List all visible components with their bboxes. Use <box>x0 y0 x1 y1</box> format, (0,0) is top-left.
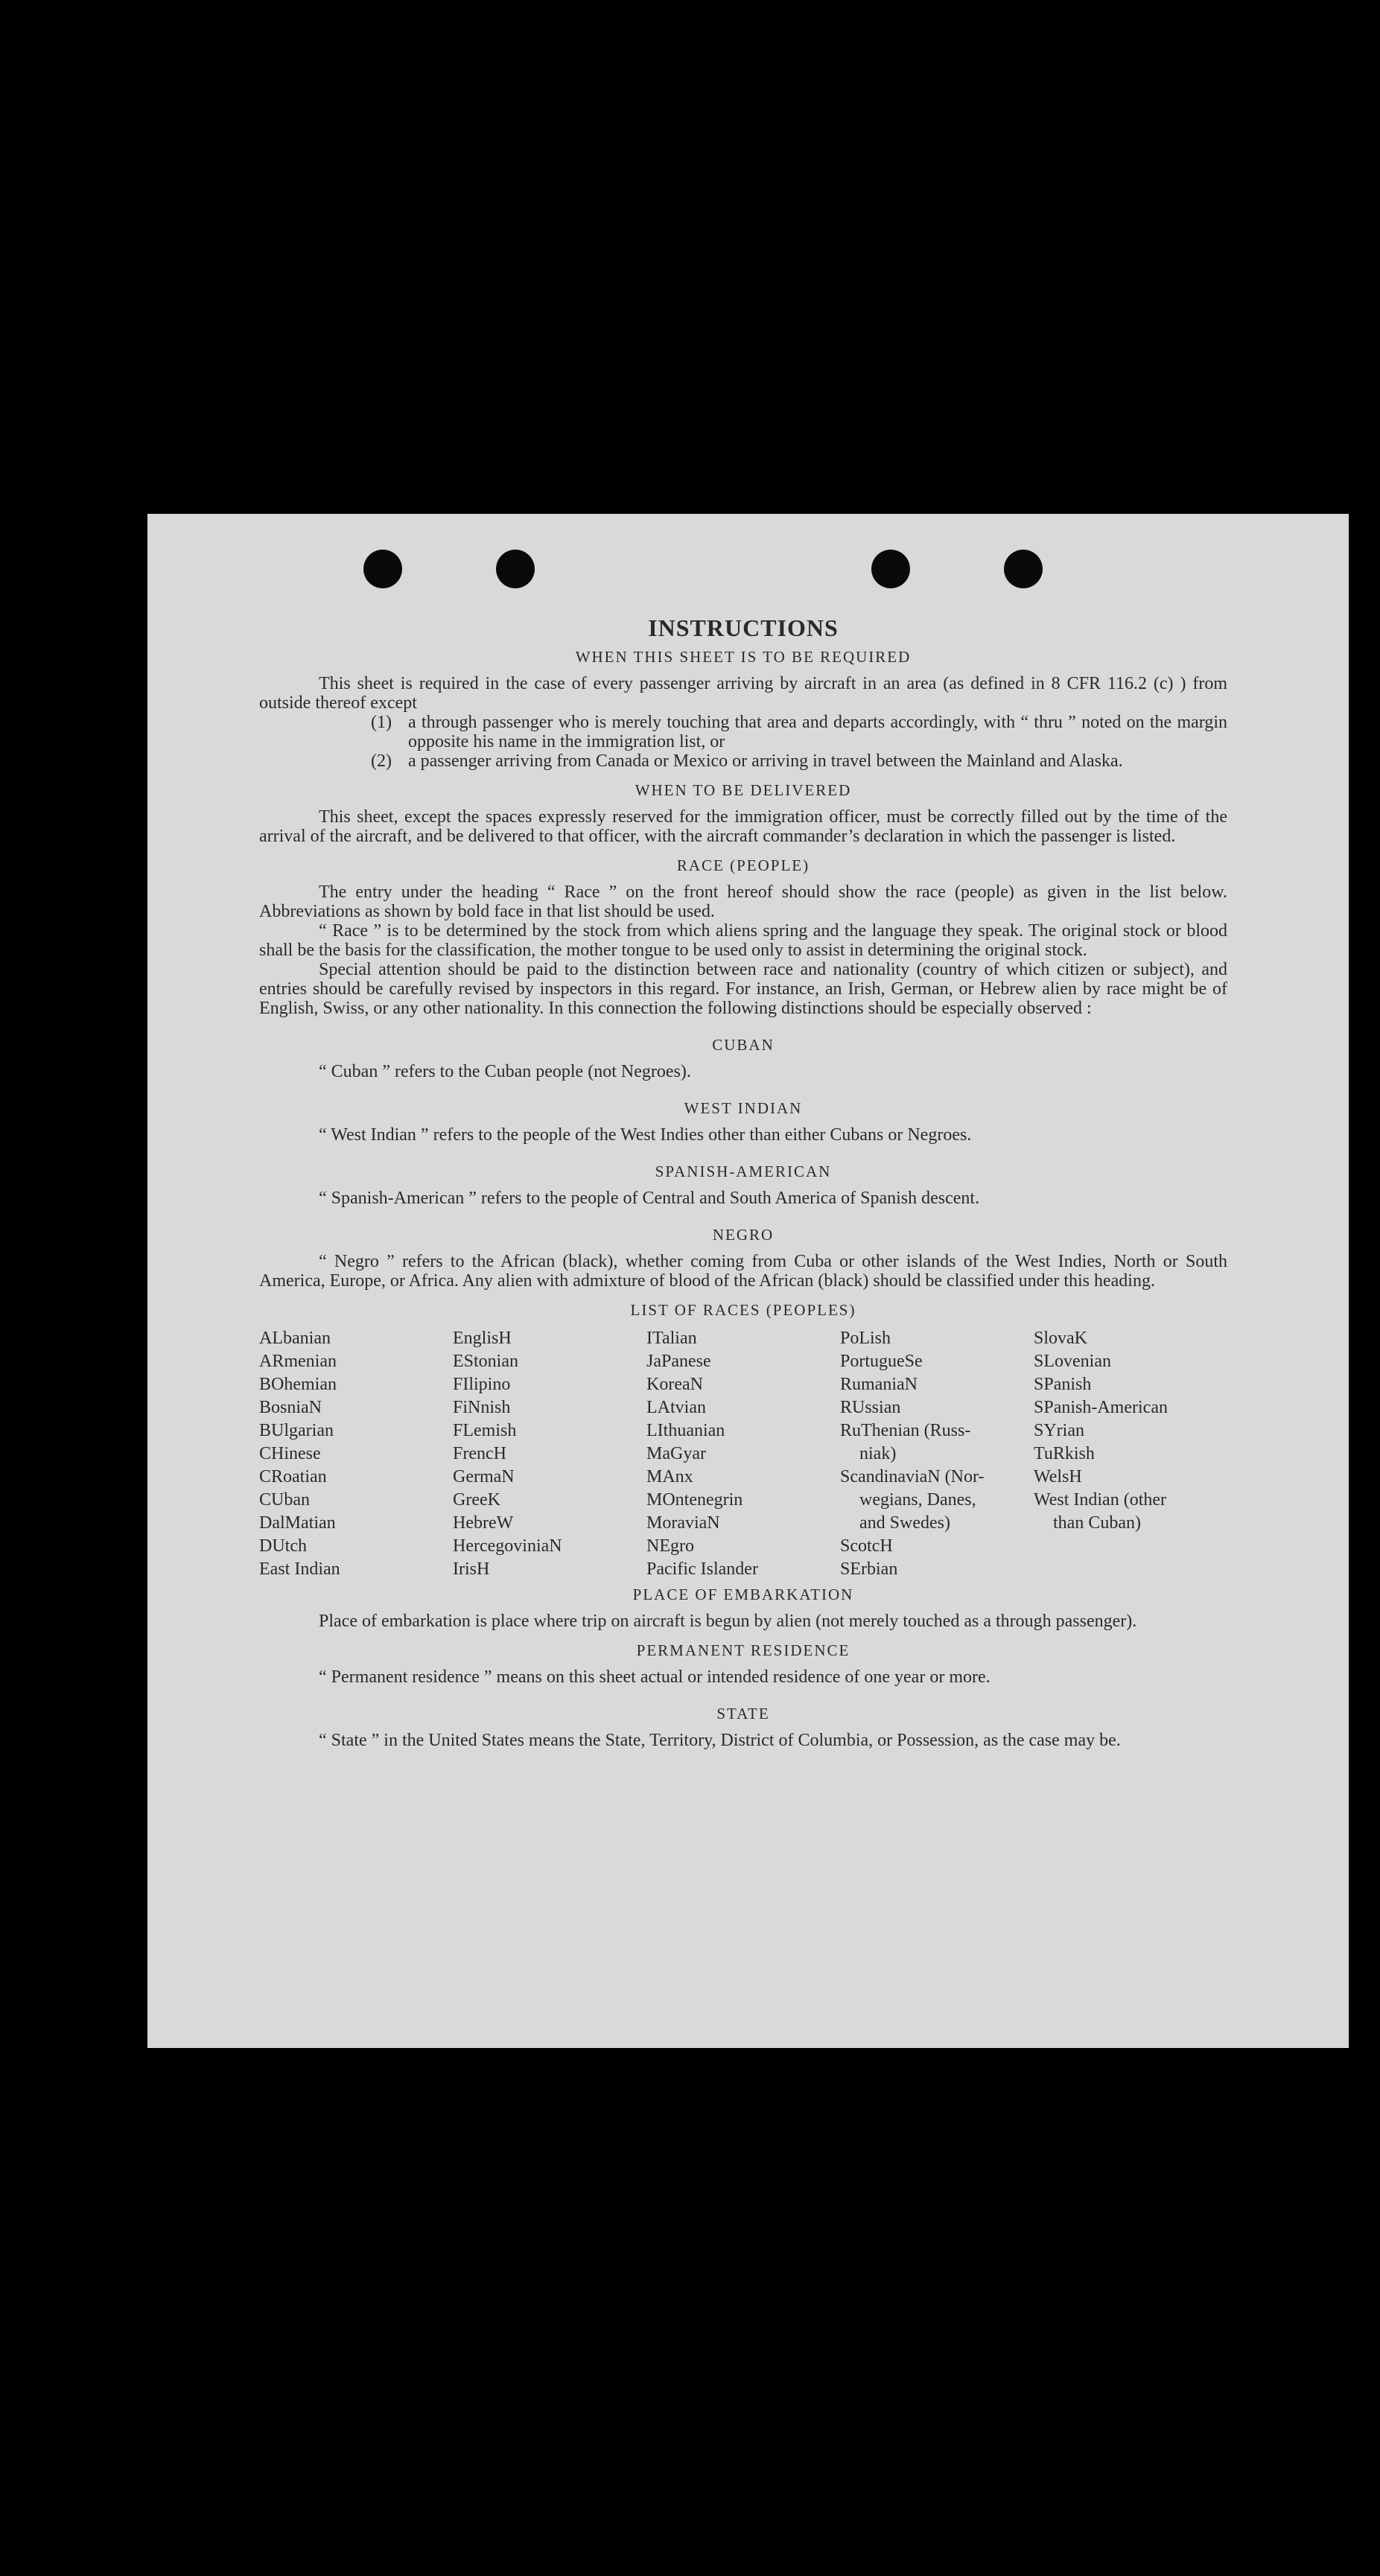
race-entry: MoraviaN <box>646 1513 720 1533</box>
section-heading-spanish-american: SPANISH-AMERICAN <box>655 1163 832 1180</box>
punch-hole <box>363 550 402 588</box>
race-entry: SPanish-American <box>1034 1398 1168 1417</box>
exception-text: a through passenger who is merely touching that area and departs accordingly, with “ thru ” noted on the margin opposite his name in the immigration list, or <box>408 713 1227 751</box>
section-heading-residence: PERMANENT RESIDENCE <box>636 1641 850 1659</box>
race-entry: MaGyar <box>646 1444 706 1463</box>
section-heading-when-required: WHEN THIS SHEET IS TO BE REQUIRED <box>575 648 912 666</box>
race-entry: and Swedes) <box>859 1513 950 1533</box>
race-entry: RUssian <box>840 1398 901 1417</box>
race-entry: GermaN <box>453 1467 515 1486</box>
race-entry: BOhemian <box>259 1375 337 1394</box>
punch-hole <box>1004 550 1043 588</box>
race-entry: SlovaK <box>1034 1329 1087 1348</box>
race-entry: EnglisH <box>453 1329 512 1348</box>
race-entry: LAtvian <box>646 1398 706 1417</box>
race-entry: MAnx <box>646 1467 693 1486</box>
race-entry: KoreaN <box>646 1375 703 1394</box>
race-entry: than Cuban) <box>1053 1513 1141 1533</box>
race-entry: CHinese <box>259 1444 321 1463</box>
cuban-text: “ Cuban ” refers to the Cuban people (not Negroes). <box>319 1062 691 1081</box>
exception-item <box>371 713 1227 751</box>
race-entry: HercegoviniaN <box>453 1536 562 1556</box>
punch-hole <box>496 550 535 588</box>
when-delivered-text: This sheet, except the spaces expressly reserved for the immigration officer, must be correctly filled out by the time of the arrival of the aircraft, and be delivered to that officer, with the aircraft commander’s declaration in which the passenger is listed. <box>259 807 1227 846</box>
race-entry: CUban <box>259 1490 310 1510</box>
exception-text: a passenger arriving from Canada or Mexico or arriving in travel between the Mainland and Alaska. <box>408 751 1123 771</box>
race-entry: FrencH <box>453 1444 506 1463</box>
race-entry: FLemish <box>453 1421 517 1440</box>
race-entry: IrisH <box>453 1559 490 1579</box>
races-column <box>1034 1327 1227 1581</box>
race-entry: East Indian <box>259 1559 340 1579</box>
race-entry: niak) <box>859 1444 897 1463</box>
race-entry: NEgro <box>646 1536 694 1556</box>
race-entry: ALbanian <box>259 1329 331 1348</box>
races-column <box>646 1327 840 1581</box>
race-entry: LIthuanian <box>646 1421 725 1440</box>
race-entry: FiNnish <box>453 1398 511 1417</box>
west-indian-text: “ West Indian ” refers to the people of the West Indies other than either Cubans or Negroes. <box>319 1125 972 1145</box>
document-page <box>147 514 1349 2048</box>
punch-hole <box>871 550 910 588</box>
section-heading-when-delivered: WHEN TO BE DELIVERED <box>635 781 852 799</box>
race-entry: SYrian <box>1034 1421 1084 1440</box>
section-heading-negro: NEGRO <box>712 1226 775 1244</box>
race-entry: ARmenian <box>259 1352 337 1371</box>
race-entry: Pacific Islander <box>646 1559 758 1579</box>
race-paragraph-3: Special attention should be paid to the distinction between race and nationality (country of which citizen or subject), and entries should be carefully revised by inspectors in this regard. For instance, an Irish, German, or Hebrew alien by race might be of English, Swiss, or any other nationality. In this connection the following distinctions should be especially observed : <box>259 960 1227 1018</box>
negro-text: “ Negro ” refers to the African (black), whether coming from Cuba or other islands of the West Indies, North or South America, Europe, or Africa. Any alien with admixture of blood of the African (black) should be classified under this heading. <box>259 1252 1227 1291</box>
race-entry: MOntenegrin <box>646 1490 743 1510</box>
spanish-american-text: “ Spanish-American ” refers to the people of Central and South America of Spanish descent. <box>319 1189 980 1208</box>
race-entry: wegians, Danes, <box>859 1490 976 1510</box>
race-entry: SLovenian <box>1034 1352 1111 1371</box>
embarkation-text: Place of embarkation is place where trip on aircraft is begun by alien (not merely touched as a through passenger). <box>319 1612 1137 1631</box>
race-entry: RuThenian (Russ- <box>840 1421 971 1440</box>
race-entry: West Indian (other <box>1034 1490 1167 1510</box>
section-heading-embarkation: PLACE OF EMBARKATION <box>632 1586 854 1603</box>
race-entry: SPanish <box>1034 1375 1092 1394</box>
section-heading-race: RACE (PEOPLE) <box>676 856 810 874</box>
race-entry: ScotcH <box>840 1536 893 1556</box>
race-entry: HebreW <box>453 1513 514 1533</box>
race-entry: PortugueSe <box>840 1352 923 1371</box>
race-entry: JaPanese <box>646 1352 711 1371</box>
race-entry: DalMatian <box>259 1513 336 1533</box>
section-heading-state: STATE <box>716 1705 770 1723</box>
state-text: “ State ” in the United States means the State, Territory, District of Columbia, or Possession, as the case may be. <box>319 1731 1121 1750</box>
race-entry: FIlipino <box>453 1375 511 1394</box>
races-column <box>453 1327 646 1581</box>
race-entry: CRoatian <box>259 1467 327 1486</box>
race-entry: ITalian <box>646 1329 697 1348</box>
exception-number: (1) <box>371 713 392 732</box>
race-paragraph-1: The entry under the heading “ Race ” on the front hereof should show the race (people) as given in the list below. Abbreviations as shown by bold face in that list should be used. <box>259 882 1227 921</box>
section-heading-list-of-races: LIST OF RACES (PEOPLES) <box>630 1301 856 1319</box>
race-entry: DUtch <box>259 1536 307 1556</box>
exception-number: (2) <box>371 751 392 771</box>
race-entry: ScandinaviaN (Nor- <box>840 1467 985 1486</box>
race-entry: EStonian <box>453 1352 518 1371</box>
exception-item <box>371 751 1227 771</box>
race-entry: RumaniaN <box>840 1375 918 1394</box>
race-paragraph-2: “ Race ” is to be determined by the stock from which aliens spring and the language they speak. The original stock or blood shall be the basis for the classification, the mother tongue to be used only to assist in determining the original stock. <box>259 921 1227 960</box>
section-heading-cuban: CUBAN <box>712 1036 775 1054</box>
page-title: INSTRUCTIONS <box>648 614 839 641</box>
race-entry: TuRkish <box>1034 1444 1095 1463</box>
residence-text: “ Permanent residence ” means on this sheet actual or intended residence of one year or more. <box>319 1667 991 1687</box>
races-column <box>840 1327 1034 1581</box>
instructions-body <box>259 614 1227 1750</box>
section-heading-west-indian: WEST INDIAN <box>684 1099 803 1117</box>
race-entry: BUlgarian <box>259 1421 334 1440</box>
race-entry: GreeK <box>453 1490 500 1510</box>
race-entry: SErbian <box>840 1559 898 1579</box>
race-entry: PoLish <box>840 1329 891 1348</box>
races-list <box>259 1327 1227 1581</box>
race-entry: WelsH <box>1034 1467 1082 1486</box>
when-required-intro: This sheet is required in the case of every passenger arriving by aircraft in an area (as defined in 8 CFR 116.2 (c) ) from outside thereof except <box>259 674 1227 713</box>
race-entry: BosniaN <box>259 1398 322 1417</box>
races-column <box>259 1327 453 1581</box>
